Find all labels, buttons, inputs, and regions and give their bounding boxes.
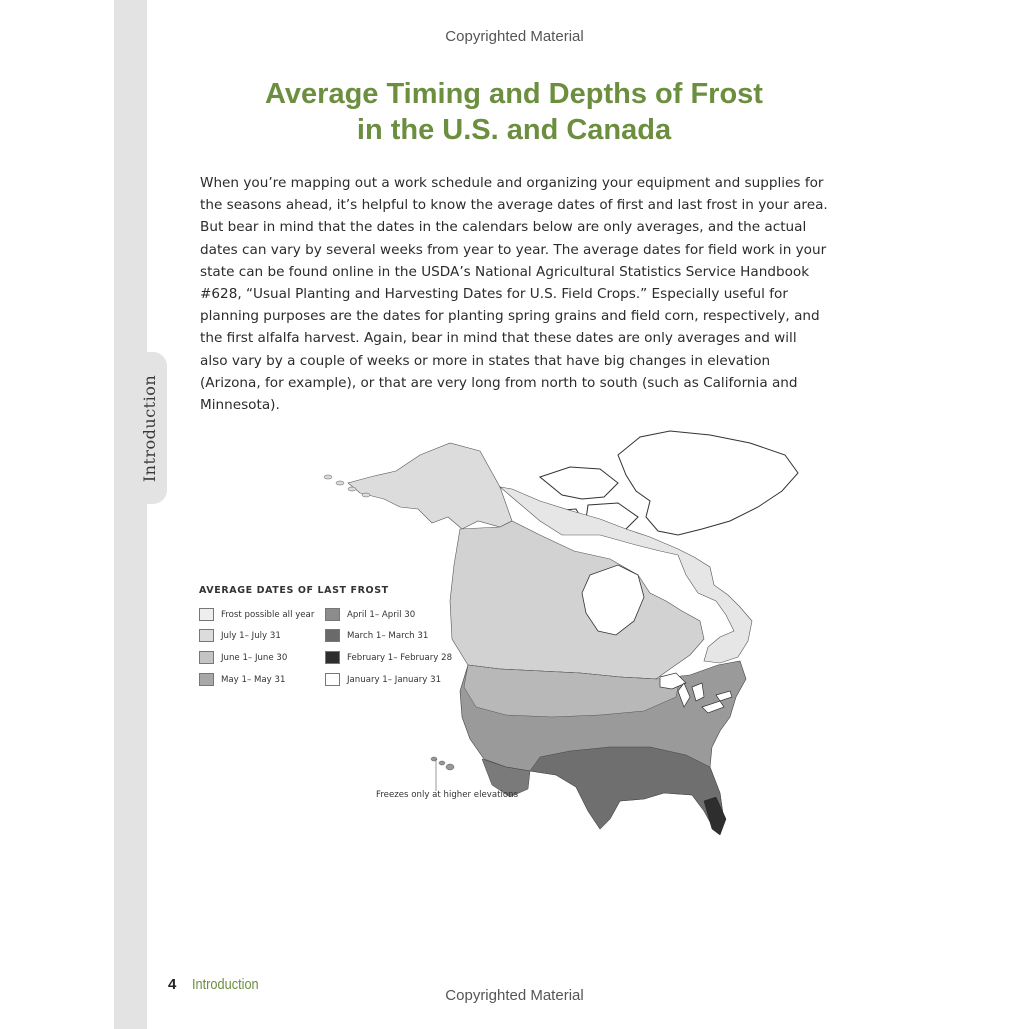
legend-swatch (199, 651, 214, 664)
legend-label: March 1– March 31 (347, 630, 429, 641)
legend-label: February 1– February 28 (347, 652, 453, 663)
legend-label: June 1– June 30 (221, 652, 288, 663)
page-title-line-1: Average Timing and Depths of Frost (265, 78, 763, 110)
page-number: 4 (168, 976, 177, 993)
chapter-tab (133, 352, 167, 504)
legend-swatch (199, 608, 214, 621)
side-strip (114, 0, 147, 1029)
legend-item (199, 629, 281, 642)
legend-item (199, 651, 287, 664)
map-hawaii (431, 757, 454, 770)
frost-legend (199, 585, 459, 708)
legend-label: April 1– April 30 (347, 609, 416, 620)
body-paragraph: When you’re mapping out a work schedule and organizing your equipment and supplies for the seasons ahead, it’s helpful to know the average dates of first and last frost in your area. But bear in mind that the dates in the calendars below are only averages, and the actual dates can vary by several weeks from year to year. The average dates for field work in your state can be found online in the USDA’s National Agricultural Statistics Service Handbook #628, “Usual Planting and Harvesting Dates for U.S. Field Crops.” Especially useful for planning purposes are the dates for planting spring grains and field corn, respectively, and the first alfalfa harvest. Again, bear in mind that these dates are only averages and will also vary by a couple of weeks or more in states that have big changes in elevation (Arizona, for example), or that are very long from north to south (such as California and Minnesota). (200, 175, 828, 414)
footer-section-title: Introduction (192, 976, 259, 993)
map-note: Freezes only at higher elevations (376, 790, 519, 800)
legend-item (325, 673, 441, 686)
legend-item (325, 629, 428, 642)
legend-title: AVERAGE DATES OF LAST FROST (199, 585, 389, 596)
page-title (200, 76, 828, 148)
legend-item (325, 608, 415, 621)
watermark-bottom: Copyrighted Material (445, 987, 584, 1004)
legend-label: May 1– May 31 (221, 674, 286, 685)
legend-label: January 1– January 31 (347, 674, 442, 685)
legend-label: Frost possible all year (221, 609, 315, 620)
legend-swatch (325, 673, 340, 686)
page-title-line-2: in the U.S. and Canada (356, 114, 672, 146)
legend-swatch (325, 608, 340, 621)
map-region-alaska (348, 443, 512, 529)
map-region-usa-south (530, 747, 724, 829)
chapter-tab-label: Introduction (140, 374, 160, 482)
legend-label: July 1– July 31 (221, 630, 281, 641)
legend-item (199, 673, 285, 686)
watermark-top: Copyrighted Material (445, 28, 584, 45)
map-region-greenland (618, 431, 798, 535)
legend-item (325, 651, 452, 664)
legend-swatch (199, 673, 214, 686)
legend-swatch (325, 651, 340, 664)
legend-swatch (325, 629, 340, 642)
legend-swatch (199, 629, 214, 642)
legend-grid (199, 608, 459, 708)
legend-item (199, 608, 314, 621)
